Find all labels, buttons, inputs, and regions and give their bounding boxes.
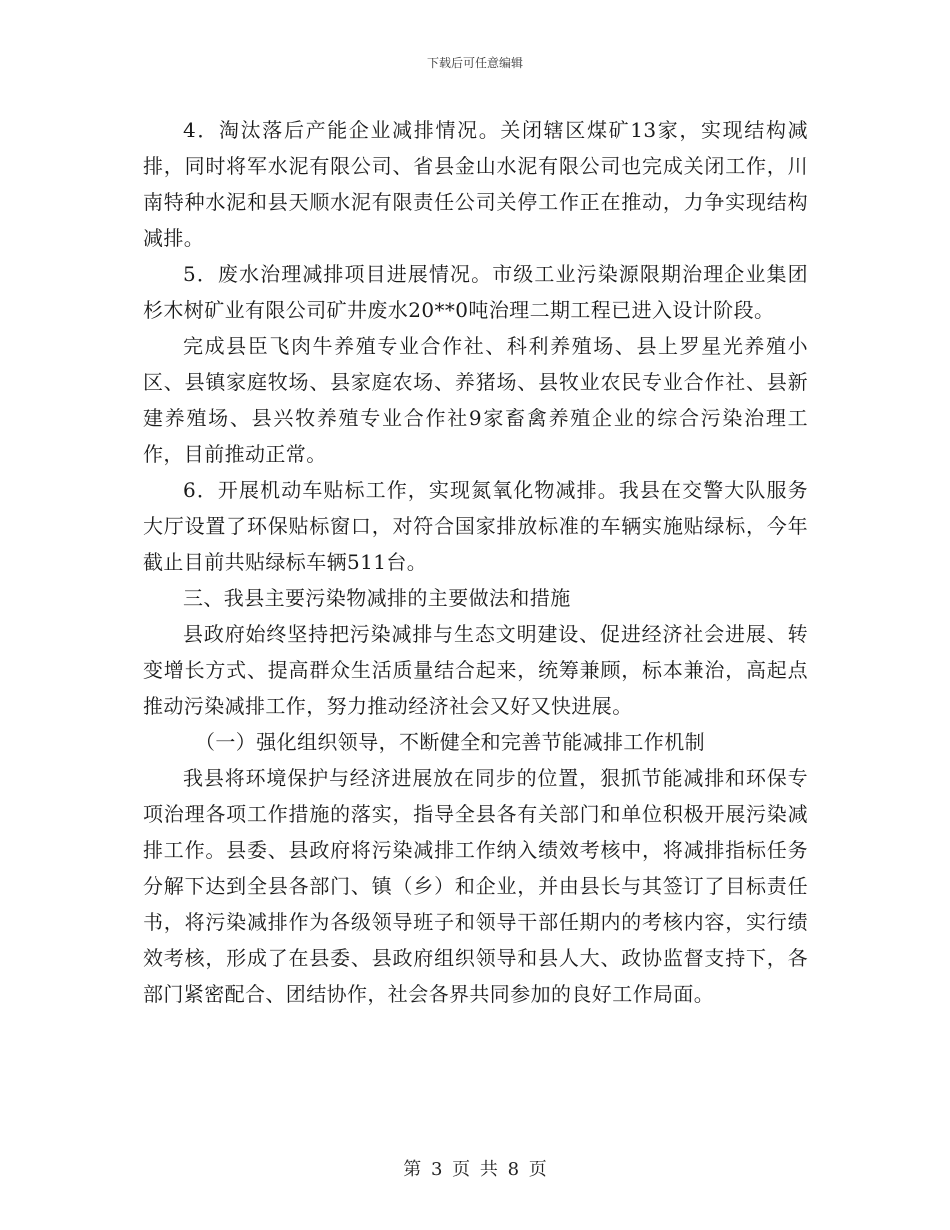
page-header: 下载后可任意编辑 (426, 56, 523, 70)
subsection-heading-1: （一）强化组织领导，不断健全和完善节能减排工作机制 (195, 730, 705, 754)
page-number: 第 3 页 共 8 页 (403, 1159, 547, 1180)
paragraph-item-4: 4．淘汰落后产能企业减排情况。关闭辖区煤矿13家，实现结构减排，同时将军水泥有限公司、省县金山水泥有限公司也完成关闭工作，川南特种水泥和县天顺水泥有限责任公司关停工作正在推动，力争实现结构减排。 (143, 118, 808, 250)
paragraph-subsection-body: 我县将环境保护与经济进展放在同步的位置，狠抓节能减排和环保专项治理各项工作措施的落实，指导全县各有关部门和单位积极开展污染减排工作。县委、县政府将污染减排工作纳入绩效考核中，将减排指标任务分解下达到全县各部门、镇（乡）和企业，并由县长与其签订了目标责任书，将污染减排作为各级领导班子和领导干部任期内的考核内容，实行绩效考核，形成了在县委、县政府组织领导和县人大、政协监督支持下，各部门紧密配合、团结协作，社会各界共同参加的良好工作局面。 (143, 766, 808, 1006)
paragraph-item-6: 6．开展机动车贴标工作，实现氮氧化物减排。我县在交警大队服务大厅设置了环保贴标窗口，对符合国家排放标准的车辆实施贴绿标，今年截止目前共贴绿标车辆511台。 (143, 478, 808, 574)
paragraph-item-5: 5．废水治理减排项目进展情况。市级工业污染源限期治理企业集团杉木树矿业有限公司矿井废水20**0吨治理二期工程已进入设计阶段。 (143, 262, 808, 322)
paragraph-section-intro: 县政府始终坚持把污染减排与生态文明建设、促进经济社会进展、转变增长方式、提高群众生活质量结合起来，统筹兼顾，标本兼治，高起点推动污染减排工作，努力推动经济社会又好又快进展。 (143, 622, 808, 718)
document-body (143, 112, 808, 1012)
paragraph-livestock: 完成县臣飞肉牛养殖专业合作社、科利养殖场、县上罗星光养殖小区、县镇家庭牧场、县家庭农场、养猪场、县牧业农民专业合作社、县新建养殖场、县兴牧养殖专业合作社9家畜禽养殖企业的综合污染治理工作，目前推动正常。 (143, 334, 808, 466)
section-heading-3: 三、我县主要污染物减排的主要做法和措施 (183, 586, 571, 610)
